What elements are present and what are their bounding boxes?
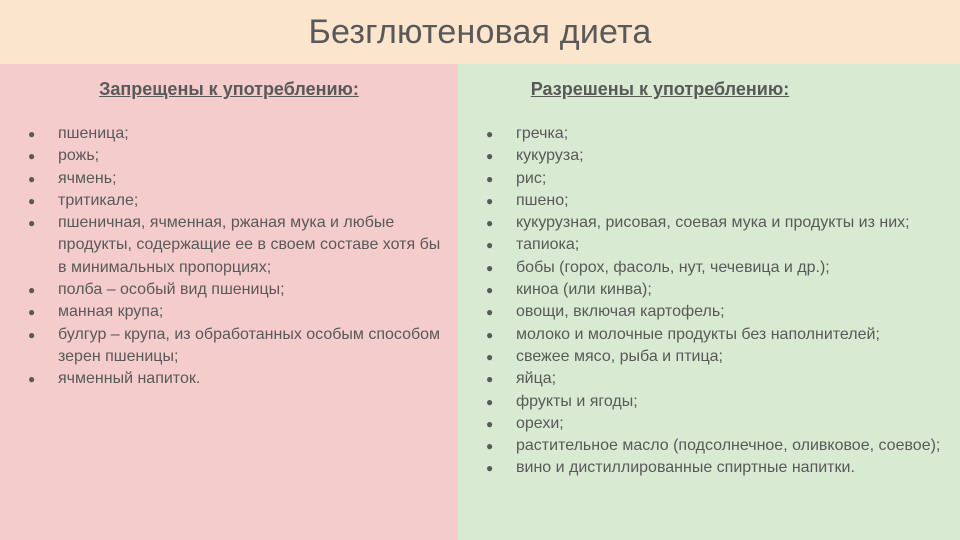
bullet-icon: ● (486, 327, 494, 342)
bullet-icon: ● (28, 193, 36, 208)
bullet-icon: ● (486, 149, 494, 164)
list-item (486, 457, 956, 479)
list-item-text: булгур – крупа, из обработанных особым способом зерен пшеницы; (58, 325, 441, 365)
list-item-text: пшено; (516, 191, 569, 209)
list-item-text: молоко и молочные продукты без наполнителей; (516, 325, 880, 343)
list-item (486, 435, 956, 457)
list-item-text: овощи, включая картофель; (516, 303, 725, 321)
bullet-icon: ● (486, 416, 494, 431)
list-item-text: вино и дистиллированные спиртные напитки. (516, 459, 855, 477)
list-item (28, 123, 448, 145)
page-title: Безглютеновая диета (308, 12, 652, 51)
list-item (486, 168, 956, 190)
list-item-text: орехи; (516, 414, 564, 432)
list-item-text: пшеница; (58, 125, 129, 142)
list-item-text: тапиока; (516, 236, 580, 254)
list-item (28, 368, 448, 390)
forbidden-list (28, 123, 448, 391)
list-item-text: пшеничная, ячменная, ржаная мука и любые продукты, содержащие ее в своем составе хотя бы в минимальных пропорциях; (58, 214, 441, 276)
list-item (28, 301, 448, 323)
bullet-icon: ● (28, 216, 36, 231)
header-bar (0, 0, 960, 64)
list-item-text: яйца; (516, 370, 557, 388)
allowed-heading: Разрешены к употреблению: (530, 79, 790, 99)
list-item (486, 346, 956, 368)
bullet-icon: ● (486, 461, 494, 476)
list-item (486, 257, 956, 279)
bullet-icon: ● (486, 394, 494, 409)
allowed-column (458, 64, 960, 540)
list-item (28, 212, 448, 279)
bullet-icon: ● (486, 283, 494, 298)
list-item-text: полба – особый вид пшеницы; (58, 281, 285, 299)
bullet-icon: ● (28, 372, 36, 387)
list-item-text: кукурузная, рисовая, соевая мука и продукты из них; (516, 214, 910, 232)
list-item-text: свежее мясо, рыба и птица; (516, 347, 723, 365)
bullet-icon: ● (28, 283, 36, 298)
bullet-icon: ● (486, 127, 494, 141)
bullet-icon: ● (486, 216, 494, 231)
list-item-text: тритикале; (58, 191, 139, 209)
list-item (28, 145, 448, 167)
bullet-icon: ● (486, 260, 494, 275)
bullet-icon: ● (486, 349, 494, 364)
list-item (486, 391, 956, 413)
list-item (486, 279, 956, 301)
bullet-icon: ● (28, 171, 36, 186)
allowed-list (486, 123, 956, 480)
list-item-text: ячмень; (58, 169, 117, 187)
bullet-icon: ● (28, 305, 36, 320)
list-item (486, 145, 956, 167)
list-item-text: кукуруза; (516, 147, 584, 165)
bullet-icon: ● (486, 372, 494, 387)
list-item-text: бобы (горох, фасоль, нут, чечевица и др.); (516, 258, 830, 276)
list-item (486, 234, 956, 256)
bullet-icon: ● (486, 305, 494, 320)
list-item (486, 324, 956, 346)
list-item (28, 279, 448, 301)
list-item-text: киноа (или кинва); (516, 281, 652, 299)
bullet-icon: ● (28, 327, 36, 342)
list-item (486, 413, 956, 435)
list-item (486, 123, 956, 145)
bullet-icon: ● (486, 439, 494, 454)
list-item-text: гречка; (516, 125, 569, 142)
bullet-icon: ● (486, 171, 494, 186)
list-item (28, 168, 448, 190)
list-item (28, 324, 448, 369)
list-item-text: рис; (516, 169, 547, 187)
list-item (486, 212, 956, 234)
list-item-text: фрукты и ягоды; (516, 392, 638, 410)
bullet-icon: ● (28, 127, 36, 141)
list-item (486, 301, 956, 323)
bullet-icon: ● (486, 193, 494, 208)
bullet-icon: ● (486, 238, 494, 253)
list-item-text: рожь; (58, 147, 100, 165)
list-item (486, 190, 956, 212)
list-item-text: растительное масло (подсолнечное, оливковое, соевое); (516, 437, 941, 455)
bullet-icon: ● (28, 149, 36, 164)
list-item (486, 368, 956, 390)
list-item-text: ячменный напиток. (58, 370, 201, 388)
list-item-text: манная крупа; (58, 303, 164, 321)
forbidden-heading: Запрещены к употреблению: (99, 79, 359, 99)
forbidden-column (0, 64, 458, 540)
list-item (28, 190, 448, 212)
